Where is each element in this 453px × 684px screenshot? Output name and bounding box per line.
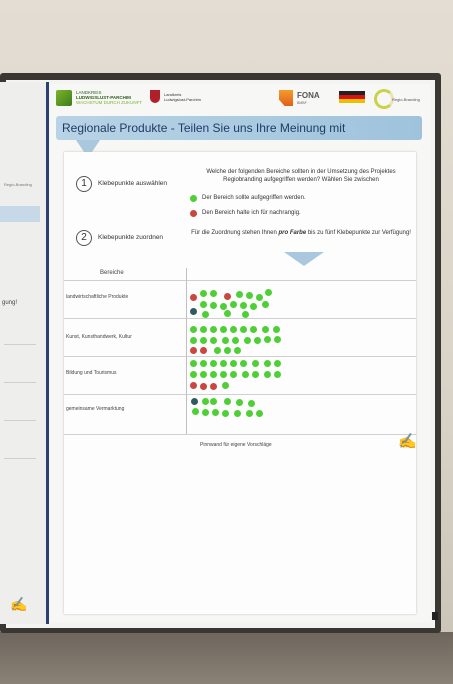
green-sticker-dot [262,301,269,308]
federal-ministry-flag-icon [339,91,365,103]
green-sticker-dot [202,398,209,405]
green-sticker-dot [240,302,247,309]
green-sticker-dot [248,400,255,407]
table-divider [64,280,416,281]
green-sticker-dot [190,326,197,333]
green-sticker-dot [210,326,217,333]
green-sticker-dot [240,360,247,367]
green-sticker-dot [220,371,227,378]
left-poster-title-band [0,206,40,222]
green-sticker-dot [200,326,207,333]
pinnwand-label: Pinnwand für eigene Vorschläge [200,442,272,448]
table-divider [64,394,416,395]
green-sticker-dot [190,337,197,344]
green-sticker-dot [242,311,249,318]
green-sticker-dot [200,337,207,344]
green-sticker-dot [265,289,272,296]
regio-branding-text: Regio-Branding [392,97,420,102]
green-sticker-dot [274,371,281,378]
blue-sticker-dot [191,398,198,405]
pencil-icon: ✍ [398,433,417,450]
green-sticker-dot [210,302,217,309]
green-sticker-dot [274,336,281,343]
red-sticker-dot [190,347,197,354]
green-sticker-dot [200,290,207,297]
coat-of-arms-text: Landkreis Ludwigslust-Parchim [164,92,201,102]
regio-branding-ring-icon [374,89,394,109]
table-divider [64,356,416,357]
green-sticker-dot [192,408,199,415]
step-1-circle: 1 [76,176,92,192]
red-sticker-dot [210,383,217,390]
green-sticker-dot [236,291,243,298]
green-sticker-dot [220,360,227,367]
green-sticker-dot [252,371,259,378]
green-sticker-dot [274,360,281,367]
red-sticker-dot [200,383,207,390]
green-sticker-dot [230,360,237,367]
red-sticker-dot [224,293,231,300]
green-sticker-dot [200,360,207,367]
green-sticker-dot [210,337,217,344]
legend-green: Der Bereich sollte aufgegriffen werden. [202,195,306,201]
pencil-icon: ✍ [10,596,28,612]
fona-logo-icon [279,90,293,106]
green-sticker-dot [220,303,227,310]
row-label: Kunst, Kunsthandwerk, Kultur [66,334,132,340]
green-sticker-dot [262,326,269,333]
green-sticker-dot [256,410,263,417]
green-sticker-dot [250,303,257,310]
step-1-label: Klebepunkte auswählen [98,180,168,187]
green-sticker-dot [190,360,197,367]
landkreis-logo-icon [56,90,72,106]
green-sticker-dot [222,410,229,417]
green-sticker-dot [250,326,257,333]
green-sticker-dot [214,347,221,354]
left-poster [0,82,49,624]
step-2-circle: 2 [76,230,92,246]
fona-logo-text: FONA [297,91,320,100]
green-sticker-dot [202,409,209,416]
coat-of-arms-icon [150,90,160,103]
survey-card [64,152,416,614]
row-label: gemeinsame Vermarktung [66,406,125,412]
green-dot-icon [190,195,197,202]
green-sticker-dot [230,301,237,308]
green-sticker-dot [246,292,253,299]
green-sticker-dot [210,371,217,378]
left-poster-line [4,382,36,383]
green-sticker-dot [234,410,241,417]
board-clip [432,612,438,620]
red-sticker-dot [200,347,207,354]
left-poster-text: gung! [2,300,18,306]
left-poster-logo-text: Regio-Branding [4,182,32,187]
row-label: landwirtschaftliche Produkte [66,294,129,300]
left-poster-line [4,344,36,345]
green-sticker-dot [230,326,237,333]
logo-bar [54,88,424,110]
green-sticker-dot [273,326,280,333]
left-poster-line [4,420,36,421]
left-poster-line [4,458,36,459]
question-text: Welche der folgenden Bereiche sollten in der Umsetzung des Projektes Regiobranding aufgegriffen werden? Wählen Sie zwischen [206,169,396,183]
poster-title: Regionale Produkte - Teilen Sie uns Ihre Meinung mit [62,121,346,135]
green-sticker-dot [246,410,253,417]
green-sticker-dot [244,337,251,344]
blue-sticker-dot [190,308,197,315]
instruction-text: Für die Zuordnung stehen Ihnen pro Farbe bis zu fünf Klebepunkte zur Verfügung! [191,230,411,236]
table-column-divider [186,268,187,434]
red-sticker-dot [190,382,197,389]
green-sticker-dot [222,382,229,389]
green-sticker-dot [224,347,231,354]
legend-red: Den Bereich halte ich für nachrangig. [202,210,301,216]
green-sticker-dot [230,371,237,378]
green-sticker-dot [190,371,197,378]
green-sticker-dot [210,398,217,405]
instruction-pointer [284,252,324,266]
green-sticker-dot [242,371,249,378]
green-sticker-dot [240,326,247,333]
row-label: Bildung und Tourismus [66,370,117,376]
green-sticker-dot [254,337,261,344]
green-sticker-dot [252,360,259,367]
green-sticker-dot [232,337,239,344]
red-sticker-dot [190,294,197,301]
floor [0,632,453,684]
green-sticker-dot [222,337,229,344]
green-sticker-dot [256,294,263,301]
green-sticker-dot [200,301,207,308]
fona-sub-text: BMBF [297,101,307,105]
table-divider [64,434,416,435]
step-2-label: Klebepunkte zuordnen [98,234,164,241]
table-header: Bereiche [100,270,124,276]
red-dot-icon [190,210,197,217]
green-sticker-dot [224,398,231,405]
green-sticker-dot [220,326,227,333]
landkreis-logo-text: LANDKREIS LUDWIGSLUST-PARCHIM WACHSTUM DURCH ZUKUNFT [76,90,143,105]
green-sticker-dot [264,336,271,343]
table-divider [64,318,416,319]
green-sticker-dot [264,360,271,367]
green-sticker-dot [212,409,219,416]
green-sticker-dot [210,290,217,297]
green-sticker-dot [210,360,217,367]
green-sticker-dot [264,371,271,378]
green-sticker-dot [200,371,207,378]
green-sticker-dot [234,347,241,354]
green-sticker-dot [224,310,231,317]
green-sticker-dot [236,399,243,406]
green-sticker-dot [202,311,209,318]
